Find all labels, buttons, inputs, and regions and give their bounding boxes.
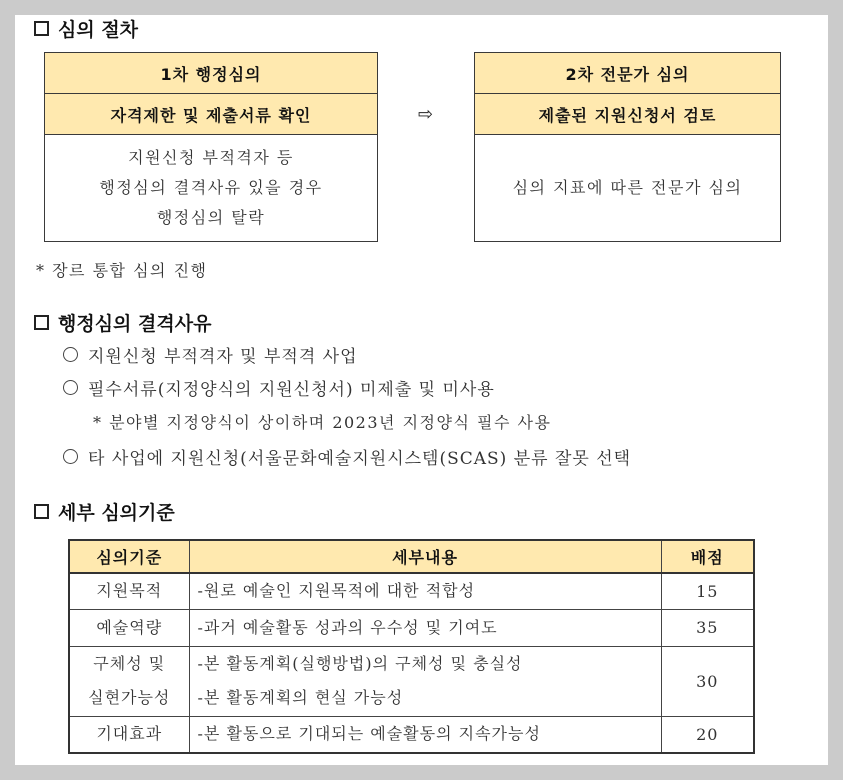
cell-criterion	[69, 646, 189, 716]
list-item-text: 타 사업에 지원신청(서울문화예술지원시스템(SCAS) 분류 잘못 선택	[88, 449, 632, 469]
flow-box-header: 2차 전문가 심의	[475, 53, 780, 94]
right-arrow-icon: ⇨	[418, 104, 434, 125]
flow-body-line: 지원신청 부적격자 등	[128, 147, 294, 167]
cell-score: 30	[661, 646, 754, 716]
document-page	[15, 15, 828, 765]
header-details: 세부내용	[189, 540, 661, 573]
genre-note: * 장르 통합 심의 진행	[36, 261, 208, 280]
flow-body-line: 행정심의 결격사유 있을 경우	[99, 177, 323, 197]
flow-box-subheader: 자격제한 및 제출서류 확인	[45, 94, 377, 135]
circle-bullet-icon	[63, 380, 78, 395]
cell-details	[189, 646, 661, 716]
table-row	[69, 716, 754, 753]
checkbox-square-icon	[34, 315, 49, 330]
cell-criterion: 예술역량	[69, 609, 189, 646]
list-item-text: 지원신청 부적격자 및 부적격 사업	[88, 347, 358, 367]
table-row	[69, 573, 754, 609]
form-subnote: * 분야별 지정양식이 상이하며 2023년 지정양식 필수 사용	[93, 413, 552, 432]
flow-body-line: 행정심의 탈락	[156, 207, 266, 227]
checkbox-square-icon	[34, 21, 49, 36]
list-item	[63, 444, 631, 469]
section-title-disqualification	[34, 305, 211, 339]
table-row	[69, 646, 754, 716]
cell-criterion: 지원목적	[69, 573, 189, 609]
cell-score: 20	[661, 716, 754, 753]
list-item	[63, 375, 495, 400]
flow-body-line: 심의 지표에 따른 전문가 심의	[512, 177, 743, 197]
list-item-text: 필수서류(지정양식의 지원신청서) 미제출 및 미사용	[88, 380, 495, 400]
flow-box-admin-review	[44, 52, 378, 242]
cell-criterion: 기대효과	[69, 716, 189, 753]
flow-box-header: 1차 행정심의	[45, 53, 377, 94]
list-item	[63, 342, 358, 367]
criteria-table	[68, 539, 755, 754]
section-title-text: 심의 절차	[58, 18, 139, 41]
section-title-review-procedure	[34, 11, 138, 45]
cell-line: -본 활동계획의 현실 가능성	[197, 688, 404, 707]
header-score: 배점	[661, 540, 754, 573]
header-criterion: 심의기준	[69, 540, 189, 573]
circle-bullet-icon	[63, 347, 78, 362]
table-row	[69, 609, 754, 646]
cell-line: -본 활동계획(실행방법)의 구체성 및 충실성	[197, 654, 523, 673]
cell-line: 구체성 및	[93, 654, 166, 673]
section-title-detailed-criteria	[34, 494, 175, 528]
cell-details: -본 활동으로 기대되는 예술활동의 지속가능성	[189, 716, 661, 753]
checkbox-square-icon	[34, 504, 49, 519]
cell-details: -과거 예술활동 성과의 우수성 및 기여도	[189, 609, 661, 646]
flow-box-body	[475, 135, 780, 240]
cell-score: 15	[661, 573, 754, 609]
flow-box-body	[45, 135, 377, 240]
cell-score: 35	[661, 609, 754, 646]
table-header-row	[69, 540, 754, 573]
flow-box-expert-review	[474, 52, 781, 242]
section-title-text: 행정심의 결격사유	[58, 312, 212, 335]
cell-line: 실현가능성	[88, 688, 171, 707]
section-title-text: 세부 심의기준	[58, 501, 175, 524]
flow-box-subheader: 제출된 지원신청서 검토	[475, 94, 780, 135]
circle-bullet-icon	[63, 449, 78, 464]
cell-details: -원로 예술인 지원목적에 대한 적합성	[189, 573, 661, 609]
